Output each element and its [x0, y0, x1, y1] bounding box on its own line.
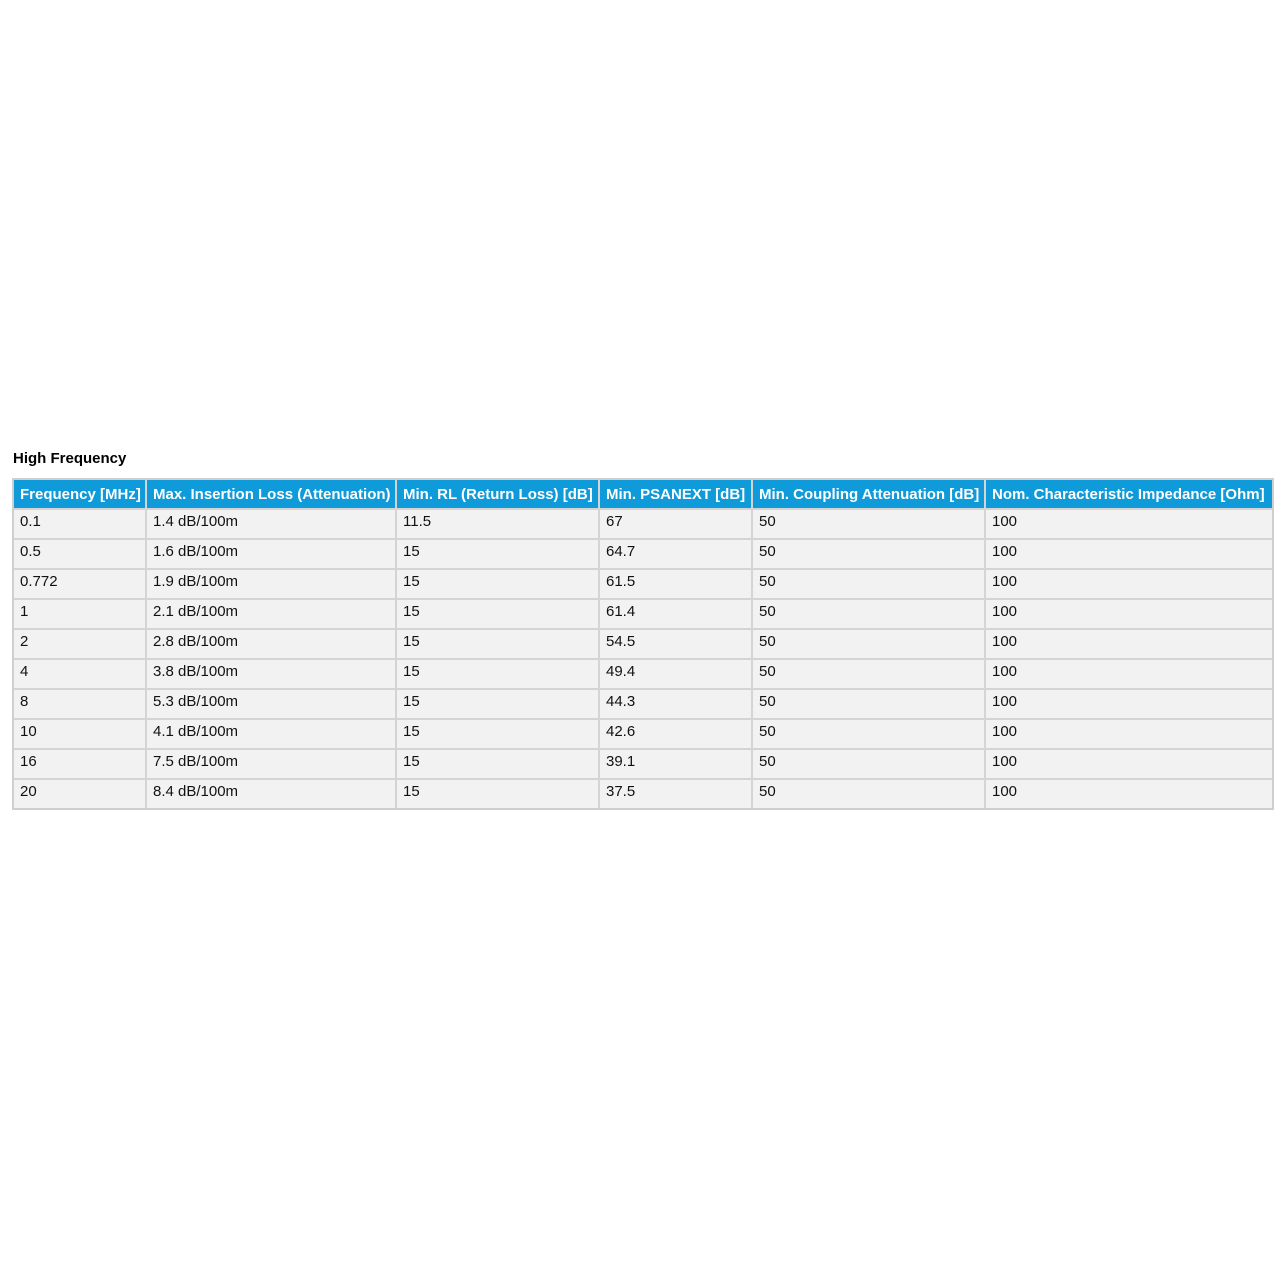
table-row	[14, 600, 1272, 630]
cell-impedance: 100	[986, 750, 1272, 780]
cell-impedance: 100	[986, 600, 1272, 630]
cell-coupling-attenuation: 50	[753, 690, 986, 720]
column-header-insertion-loss: Max. Insertion Loss (Attenuation)	[147, 480, 397, 510]
cell-frequency: 0.5	[14, 540, 147, 570]
cell-insertion-loss: 2.1 dB/100m	[147, 600, 397, 630]
cell-frequency: 16	[14, 750, 147, 780]
column-header-coupling-attenuation: Min. Coupling Attenuation [dB]	[753, 480, 986, 510]
cell-coupling-attenuation: 50	[753, 720, 986, 750]
cell-coupling-attenuation: 50	[753, 660, 986, 690]
cell-return-loss: 15	[397, 600, 600, 630]
cell-insertion-loss: 2.8 dB/100m	[147, 630, 397, 660]
cell-return-loss: 11.5	[397, 510, 600, 540]
cell-insertion-loss: 8.4 dB/100m	[147, 780, 397, 808]
cell-impedance: 100	[986, 570, 1272, 600]
table-row	[14, 570, 1272, 600]
cell-coupling-attenuation: 50	[753, 510, 986, 540]
cell-psanext: 49.4	[600, 660, 753, 690]
cell-psanext: 61.4	[600, 600, 753, 630]
cell-return-loss: 15	[397, 630, 600, 660]
cell-impedance: 100	[986, 780, 1272, 808]
table-row	[14, 780, 1272, 808]
cell-coupling-attenuation: 50	[753, 630, 986, 660]
cell-impedance: 100	[986, 720, 1272, 750]
high-frequency-table	[12, 478, 1274, 810]
cell-psanext: 39.1	[600, 750, 753, 780]
cell-coupling-attenuation: 50	[753, 750, 986, 780]
cell-impedance: 100	[986, 660, 1272, 690]
column-header-impedance: Nom. Characteristic Impedance [Ohm]	[986, 480, 1272, 510]
table-row	[14, 750, 1272, 780]
cell-insertion-loss: 1.6 dB/100m	[147, 540, 397, 570]
cell-frequency: 0.1	[14, 510, 147, 540]
cell-insertion-loss: 4.1 dB/100m	[147, 720, 397, 750]
table-row	[14, 690, 1272, 720]
column-header-frequency: Frequency [MHz]	[14, 480, 147, 510]
section-title: High Frequency	[13, 450, 127, 467]
cell-psanext: 44.3	[600, 690, 753, 720]
cell-psanext: 42.6	[600, 720, 753, 750]
table-row	[14, 510, 1272, 540]
table-row	[14, 660, 1272, 690]
cell-return-loss: 15	[397, 690, 600, 720]
cell-frequency: 20	[14, 780, 147, 808]
cell-frequency: 1	[14, 600, 147, 630]
cell-insertion-loss: 1.4 dB/100m	[147, 510, 397, 540]
cell-insertion-loss: 5.3 dB/100m	[147, 690, 397, 720]
cell-insertion-loss: 7.5 dB/100m	[147, 750, 397, 780]
cell-psanext: 64.7	[600, 540, 753, 570]
cell-return-loss: 15	[397, 540, 600, 570]
table-row	[14, 720, 1272, 750]
cell-return-loss: 15	[397, 720, 600, 750]
cell-return-loss: 15	[397, 570, 600, 600]
cell-return-loss: 15	[397, 780, 600, 808]
table-row	[14, 630, 1272, 660]
column-header-psanext: Min. PSANEXT [dB]	[600, 480, 753, 510]
cell-insertion-loss: 1.9 dB/100m	[147, 570, 397, 600]
cell-coupling-attenuation: 50	[753, 780, 986, 808]
cell-psanext: 37.5	[600, 780, 753, 808]
cell-coupling-attenuation: 50	[753, 570, 986, 600]
cell-coupling-attenuation: 50	[753, 540, 986, 570]
cell-frequency: 2	[14, 630, 147, 660]
cell-impedance: 100	[986, 630, 1272, 660]
table-row	[14, 540, 1272, 570]
cell-psanext: 61.5	[600, 570, 753, 600]
cell-psanext: 67	[600, 510, 753, 540]
table-header-row	[14, 480, 1272, 510]
cell-impedance: 100	[986, 510, 1272, 540]
cell-impedance: 100	[986, 690, 1272, 720]
cell-coupling-attenuation: 50	[753, 600, 986, 630]
cell-return-loss: 15	[397, 750, 600, 780]
cell-frequency: 8	[14, 690, 147, 720]
cell-psanext: 54.5	[600, 630, 753, 660]
cell-impedance: 100	[986, 540, 1272, 570]
cell-frequency: 4	[14, 660, 147, 690]
column-header-return-loss: Min. RL (Return Loss) [dB]	[397, 480, 600, 510]
cell-insertion-loss: 3.8 dB/100m	[147, 660, 397, 690]
cell-frequency: 10	[14, 720, 147, 750]
cell-frequency: 0.772	[14, 570, 147, 600]
cell-return-loss: 15	[397, 660, 600, 690]
